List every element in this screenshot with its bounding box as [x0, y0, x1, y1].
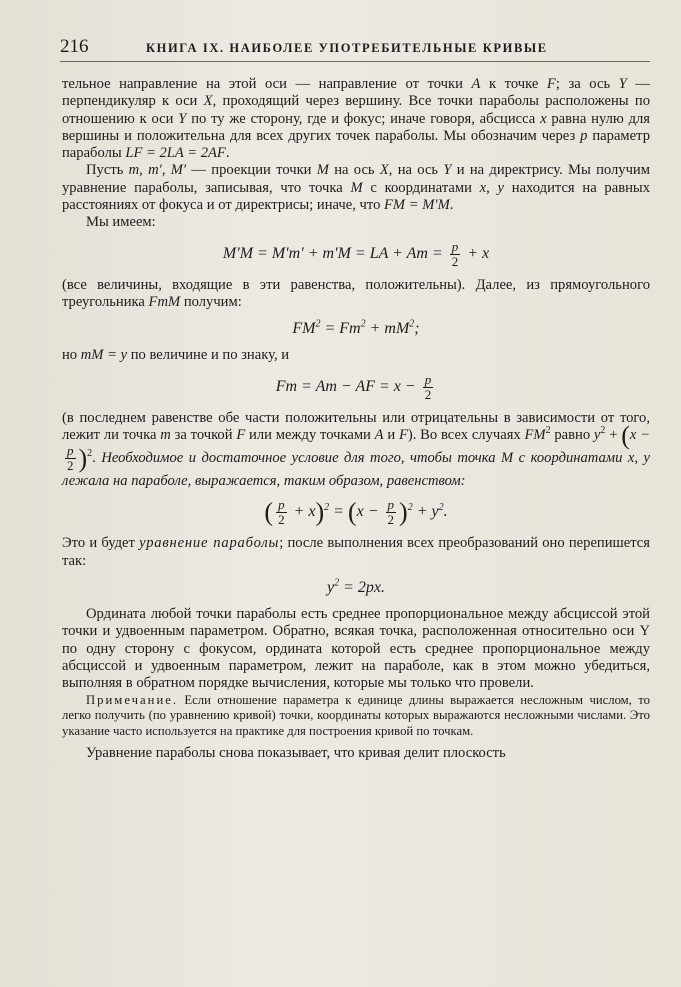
denominator: 2	[67, 458, 74, 474]
symbol: y	[593, 426, 601, 443]
text: равно	[550, 426, 594, 443]
numerator: p	[278, 497, 285, 513]
denominator: 2	[278, 512, 285, 528]
text: по ту же сторону, где и фокус; иначе говоря, абсцисса	[186, 110, 541, 127]
text: с координатами	[362, 179, 480, 196]
text: .	[225, 145, 230, 162]
denominator: 2	[387, 512, 395, 528]
symbol: Y	[178, 110, 187, 127]
numerator: p	[67, 443, 74, 459]
equation-text: FM	[292, 320, 316, 338]
text: на ось	[328, 162, 380, 179]
text: тельное направление на этой оси — направление от точки	[62, 76, 472, 92]
note-paragraph	[62, 693, 650, 740]
inline-equation: LF = 2LA = 2AF	[125, 145, 226, 162]
page-body	[62, 76, 650, 762]
text: (в последнем равенстве обе части положительны или отрицательны в зависимости от того, лежит ли точка	[62, 409, 650, 443]
symbol: m	[160, 426, 171, 443]
equation-text: y	[326, 579, 335, 597]
fraction	[450, 240, 461, 269]
equation-5: $y^2 = 2px$.	[326, 577, 385, 597]
text: , проходящий через вершину. Все точки параболы расположены по отношению к оси	[62, 93, 650, 127]
symbol: A	[471, 76, 481, 92]
equation-text: ;	[414, 320, 420, 338]
numerator: p	[424, 371, 432, 387]
paragraph-8: Ордината любой точки параболы есть среднее пропорциональное между абсциссой этой точки и удвоенным параметром. Обратно, всякая точка, расположенная относительно оси Y по одну сторону с фокусом, ордината которой есть среднее пропорциональное между абсциссой и удвоенным параметром, лежит на параболе, как в этом можно убедиться, выполняя в обратном порядке вычисления, которые мы только что провели.	[62, 606, 650, 692]
text: Это и будет	[62, 535, 140, 552]
symbol: x −	[629, 426, 651, 443]
numerator: p	[451, 238, 459, 254]
symbol: FmM	[148, 293, 181, 310]
equation-4: ( $\frac{p}{2}$ + x)$^2$ = (x − $\frac{p}{2}$ )$^2 + y^2$.	[264, 497, 448, 528]
equation-3	[62, 373, 650, 402]
emphasized-text: уравнение параболы	[139, 535, 280, 552]
text: Пусть	[86, 162, 129, 179]
note-text: Если отношение параметра к единице длины выражается несложным числом, то легко получить (по уравнению кривой) точки, координаты которых выражаются несложными числами. Это указание часто используется на практике для построения кривой по точкам.	[62, 692, 650, 738]
paragraph-1	[62, 76, 650, 162]
equation-text: M′M = M′m′ + m′M = LA + Am =	[222, 244, 447, 262]
symbol: X	[203, 93, 213, 110]
text: — проекции точки	[186, 162, 317, 179]
paragraph-5	[62, 347, 650, 364]
symbol: F	[546, 76, 556, 92]
text: получим:	[180, 293, 242, 310]
text: по величине и по знаку, и	[127, 347, 290, 364]
equation-text: x −	[356, 503, 383, 521]
equation-text: .	[443, 503, 448, 521]
inline-equation: mM = y	[80, 347, 128, 364]
running-title: КНИГА IX. НАИБОЛЕЕ УПОТРЕБИТЕЛЬНЫЕ КРИВЫЕ	[146, 41, 548, 55]
running-header	[60, 36, 650, 62]
text: ; за ось	[555, 76, 619, 92]
note-label: Примечание.	[86, 692, 179, 707]
symbol: F	[398, 426, 408, 443]
text: и	[383, 426, 399, 443]
symbol: Y	[443, 162, 452, 179]
text: и на директрису. Мы получим уравнение параболы, записывая, что точка	[62, 162, 650, 196]
symbol: FM	[524, 426, 546, 443]
equation-text: + x	[463, 244, 490, 262]
symbol: m, m′, M′	[128, 162, 187, 179]
text: — перпендикуляр к оси	[62, 76, 650, 110]
paragraph-4	[62, 277, 650, 312]
symbol: F	[236, 426, 246, 443]
text: , на ось	[388, 162, 444, 179]
equation-text: = Fm	[320, 320, 361, 338]
text: находится на равных расстояниях от фокуса и от директрисы; иначе, что	[62, 179, 650, 214]
paragraph-9: Уравнение параболы снова показывает, что кривая делит плоскость	[86, 745, 506, 762]
symbol: M	[316, 162, 329, 179]
equation-text: + y	[412, 503, 439, 521]
paragraph-6: (в последнем равенстве обе части положительны или отрицательны в зависимости от того, лежит ли точка m за точкой F или между точками A и F). Во всех случаях $FM^2$ равно $y^2 + (x$ − $\frac{p}{2}$ )$^2$. Необходимое и достаточное условие для того, чтобы точка M с координатами x, y лежала на параболе, выражается, таким образом, равенством:	[62, 409, 651, 490]
page-number: 216	[60, 36, 89, 57]
symbol: x	[540, 110, 547, 127]
symbol: X	[379, 162, 389, 179]
text: (все величины, входящие в эти равенства, положительны). Далее, из прямоугольного треугольника	[62, 276, 650, 310]
text: .	[449, 197, 454, 214]
numerator: p	[387, 497, 395, 513]
fraction	[276, 498, 287, 527]
equation-text: Fm = Am − AF = x −	[275, 377, 420, 395]
paragraph-3: Мы имеем:	[86, 214, 156, 231]
symbol: p	[580, 127, 588, 144]
text: равна нулю для вершины и положительна для всех других точек параболы. Мы обозначим через	[62, 110, 651, 144]
equation-text: + x	[289, 503, 316, 521]
text: .	[92, 450, 102, 466]
text: но	[62, 347, 81, 364]
equation-2: $FM^2 = Fm^2 + mM^2$;	[292, 318, 420, 338]
inline-equation: FM = M′M	[384, 197, 450, 214]
text: или между точками	[245, 426, 375, 443]
paragraph-7	[62, 535, 650, 570]
equation-text: + mM	[365, 320, 410, 338]
symbol: x, y	[479, 179, 505, 196]
equation-1	[62, 240, 650, 269]
paragraph-2	[62, 162, 650, 214]
fraction	[423, 373, 434, 402]
text: к точке	[480, 76, 547, 92]
text: за точкой	[170, 426, 237, 443]
text: параметр параболы	[62, 127, 650, 162]
denominator: 2	[451, 253, 459, 269]
symbol: M	[350, 179, 363, 196]
symbol: Y	[618, 76, 627, 92]
symbol: A	[374, 426, 384, 443]
denominator: 2	[424, 386, 432, 402]
fraction	[65, 444, 76, 473]
equation-text: =	[329, 503, 348, 521]
emphasized-text: Необходимое и достаточное условие для того, чтобы точка M с координатами x, y лежала на параболе, выражается, таким образом, равенством:	[62, 450, 651, 490]
text: +	[605, 426, 622, 443]
text: ; после выполнения всех преобразований оно перепишется так:	[62, 535, 650, 569]
fraction	[386, 498, 397, 527]
text: ). Во всех случаях	[407, 426, 525, 443]
equation-text: = 2px.	[339, 579, 385, 597]
